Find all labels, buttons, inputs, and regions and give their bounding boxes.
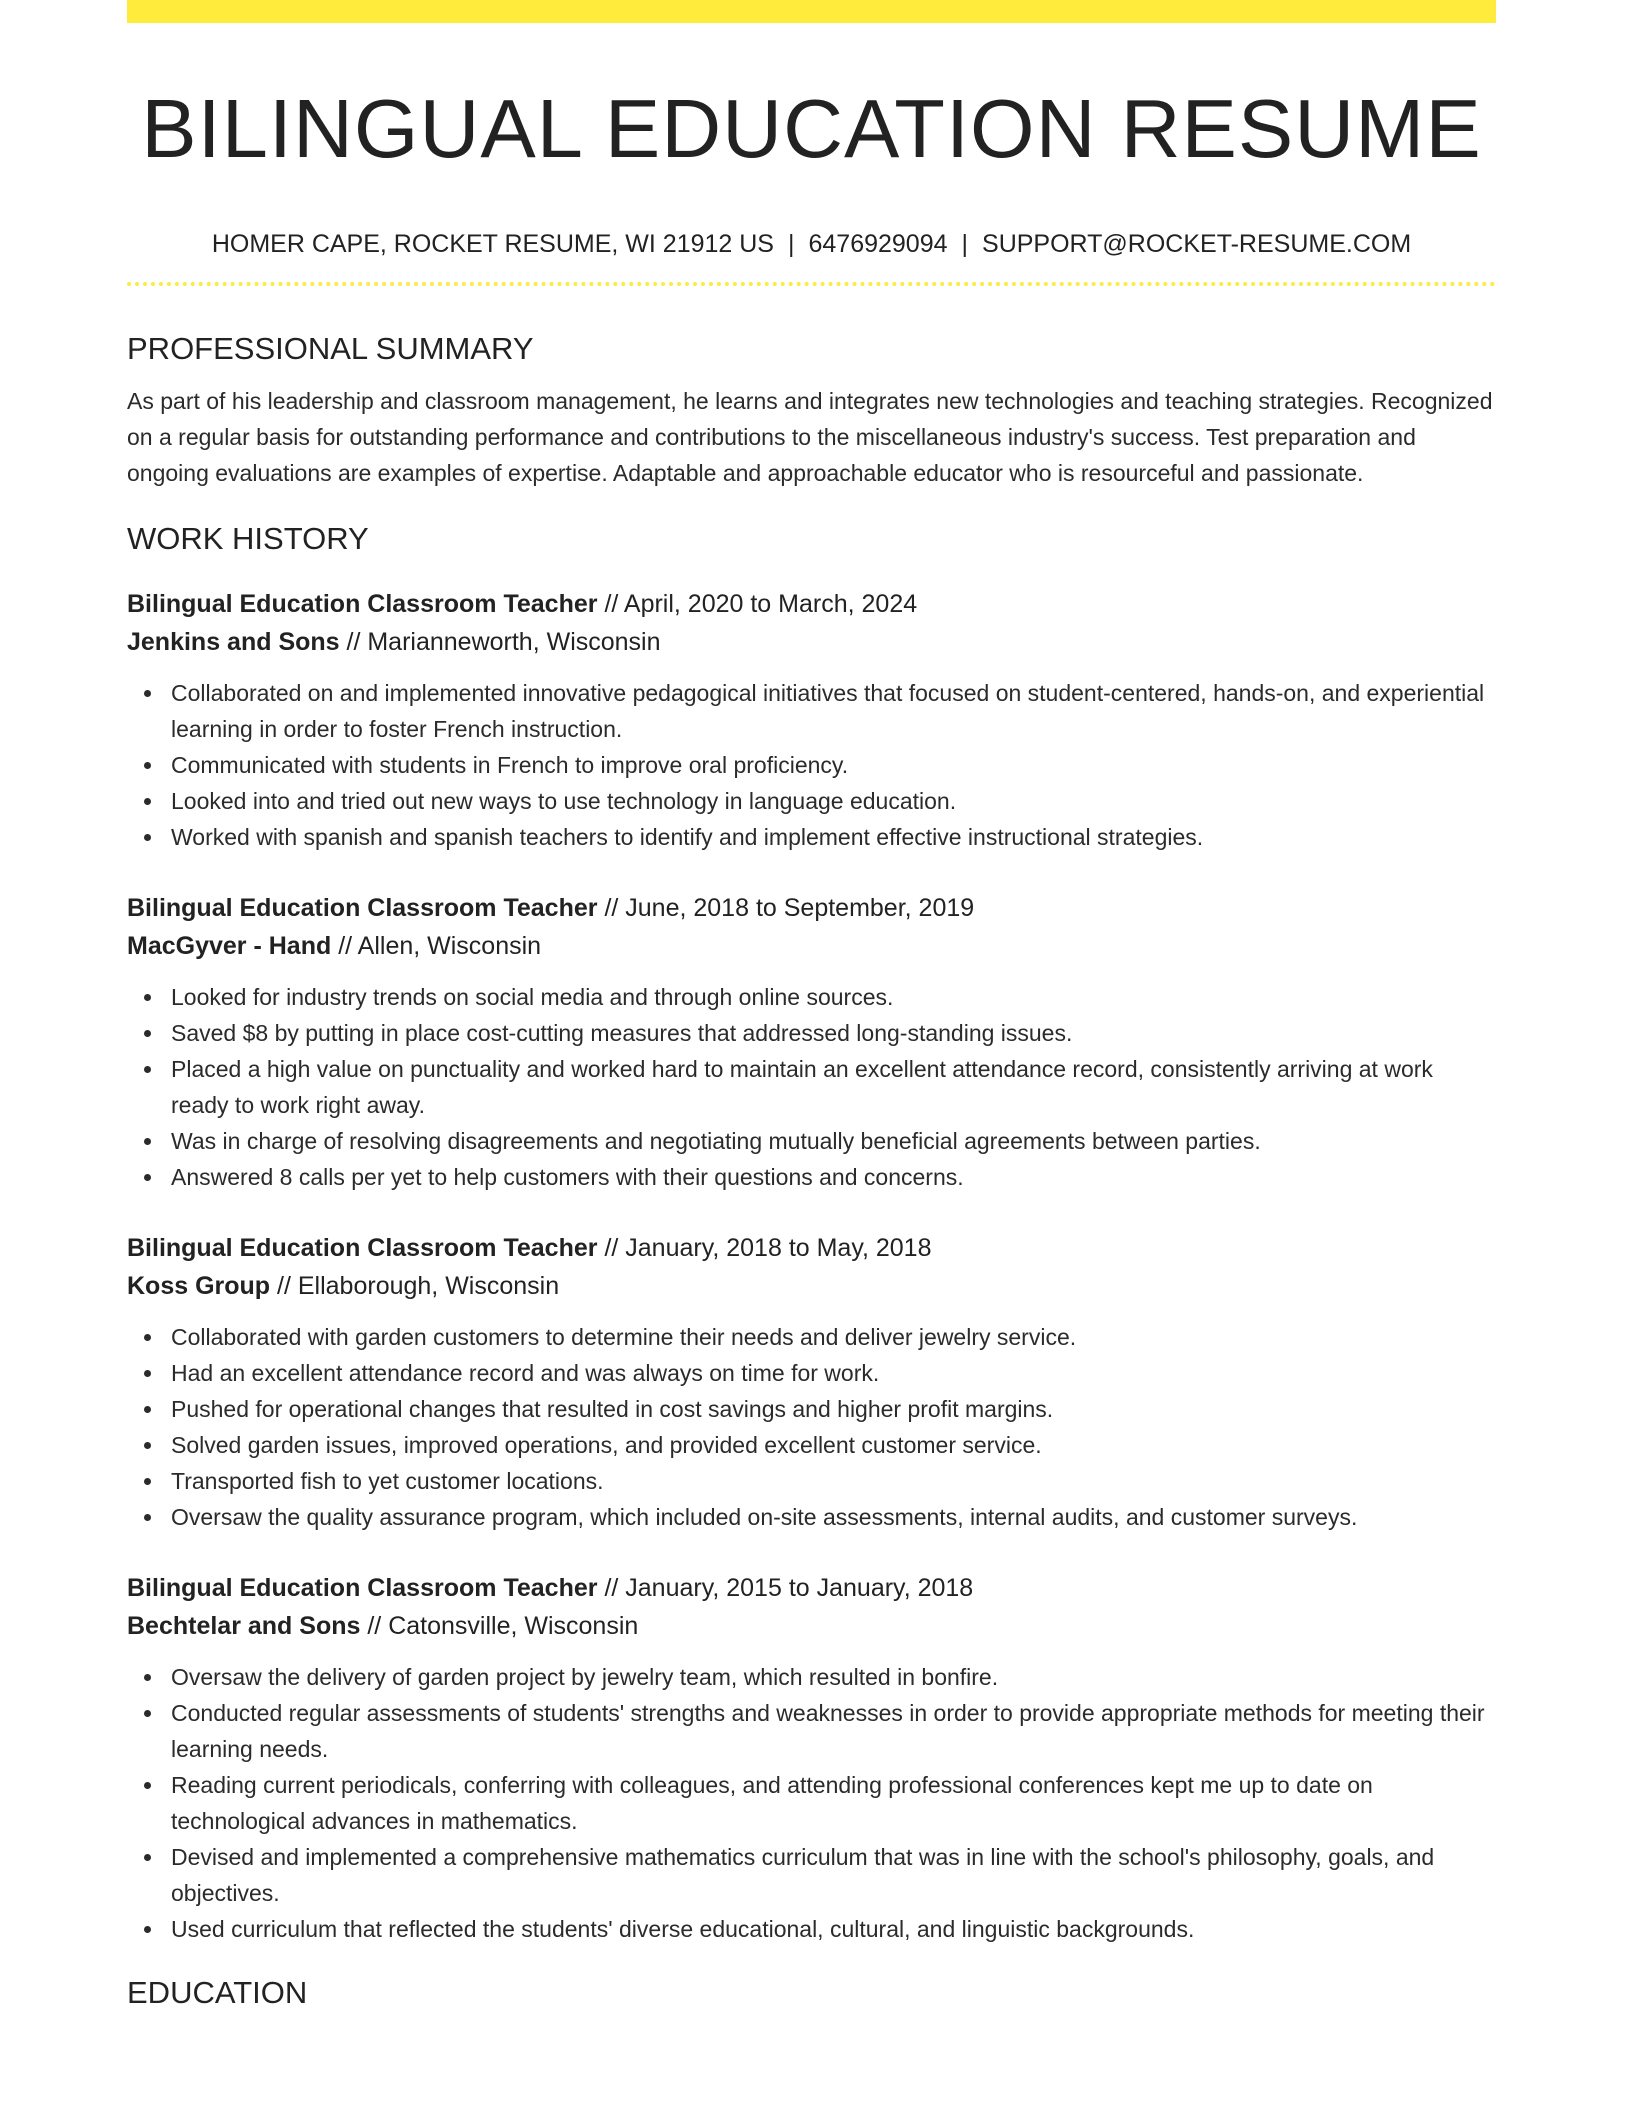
job-duty-item: Oversaw the delivery of garden project by jewelry team, which resulted in bonfire. [171,1659,1496,1695]
job-duty-item: Collaborated on and implemented innovative pedagogical initiatives that focused on student-centered, hands-on, and experiential learning in order to foster French instruction. [171,675,1496,747]
job-duty-item: Placed a high value on punctuality and worked hard to maintain an excellent attendance record, consistently arriving at work ready to work right away. [171,1051,1496,1123]
job-duty-item: Transported fish to yet customer locations. [171,1463,1496,1499]
job-company-line [127,623,1496,661]
job-list [127,585,1496,1947]
job-duties-list [127,1659,1496,1947]
job-title: Bilingual Education Classroom Teacher [127,1234,598,1262]
job-company-line [127,927,1496,965]
job-company-line [127,1607,1496,1645]
job-duty-item: Looked for industry trends on social media and through online sources. [171,979,1496,1015]
summary-text: As part of his leadership and classroom management, he learns and integrates new technologies and teaching strategies. Recognized on a regular basis for outstanding performance and contributions to the miscellaneous industry's success. Test preparation and ongoing evaluations are examples of expertise. Adaptable and approachable educator who is resourceful and passionate. [127,388,1493,486]
contact-separator: | [961,230,969,258]
summary-heading: PROFESSIONAL SUMMARY [127,331,534,366]
job-title: Bilingual Education Classroom Teacher [127,1574,598,1602]
job-duty-item: Conducted regular assessments of students' strengths and weaknesses in order to provide appropriate methods for meeting their learning needs. [171,1695,1496,1767]
resume-content [127,0,1496,2012]
contact-phone: 6476929094 [808,230,948,258]
job-location: // Ellaborough, Wisconsin [277,1272,560,1300]
job-duty-item: Looked into and tried out new ways to use technology in language education. [171,783,1496,819]
job-dates: // January, 2015 to January, 2018 [604,1574,974,1602]
resume-title: BILINGUAL EDUCATION RESUME [141,82,1482,175]
job-entry [127,1569,1496,1947]
job-duty-item: Pushed for operational changes that resulted in cost savings and higher profit margins. [171,1391,1496,1427]
job-company: Jenkins and Sons [127,628,340,656]
job-duty-item: Saved $8 by putting in place cost-cutting measures that addressed long-standing issues. [171,1015,1496,1051]
job-dates: // April, 2020 to March, 2024 [604,590,918,618]
contact-email: SUPPORT@ROCKET-RESUME.COM [982,230,1412,258]
job-title-line [127,889,1496,927]
job-title-line [127,1229,1496,1267]
job-company: Bechtelar and Sons [127,1612,361,1640]
job-duty-item: Solved garden issues, improved operations, and provided excellent customer service. [171,1427,1496,1463]
contact-separator: | [787,230,795,258]
job-duties-list [127,979,1496,1195]
job-title-line [127,585,1496,623]
job-dates: // January, 2018 to May, 2018 [604,1234,932,1262]
contact-address: HOMER CAPE, ROCKET RESUME, WI 21912 US [211,230,774,258]
job-location: // Catonsville, Wisconsin [367,1612,639,1640]
work-history-heading: WORK HISTORY [127,521,369,556]
job-duty-item: Communicated with students in French to improve oral proficiency. [171,747,1496,783]
job-entry [127,889,1496,1195]
job-company: MacGyver - Hand [127,932,332,960]
job-duty-item: Oversaw the quality assurance program, which included on-site assessments, internal audits, and customer surveys. [171,1499,1496,1535]
job-duties-list [127,675,1496,855]
job-location: // Allen, Wisconsin [338,932,542,960]
job-dates: // June, 2018 to September, 2019 [604,894,975,922]
job-entry [127,1229,1496,1535]
header-divider [127,282,1496,286]
job-location: // Marianneworth, Wisconsin [346,628,661,656]
job-company: Koss Group [127,1272,271,1300]
job-title: Bilingual Education Classroom Teacher [127,590,598,618]
job-duty-item: Was in charge of resolving disagreements and negotiating mutually beneficial agreements between parties. [171,1123,1496,1159]
job-duty-item: Reading current periodicals, conferring with colleagues, and attending professional conferences kept me up to date on technological advances in mathematics. [171,1767,1496,1839]
job-duty-item: Devised and implemented a comprehensive mathematics curriculum that was in line with the school's philosophy, goals, and objectives. [171,1839,1496,1911]
job-duties-list [127,1319,1496,1535]
job-company-line [127,1267,1496,1305]
education-heading: EDUCATION [127,1975,308,2010]
job-entry [127,585,1496,855]
job-duty-item: Used curriculum that reflected the students' diverse educational, cultural, and linguistic backgrounds. [171,1911,1496,1947]
contact-line [127,229,1496,259]
job-duty-item: Collaborated with garden customers to determine their needs and deliver jewelry service. [171,1319,1496,1355]
job-duty-item: Had an excellent attendance record and was always on time for work. [171,1355,1496,1391]
job-duty-item: Worked with spanish and spanish teachers to identify and implement effective instructional strategies. [171,819,1496,855]
job-title-line [127,1569,1496,1607]
job-title: Bilingual Education Classroom Teacher [127,894,598,922]
job-duty-item: Answered 8 calls per yet to help customers with their questions and concerns. [171,1159,1496,1195]
